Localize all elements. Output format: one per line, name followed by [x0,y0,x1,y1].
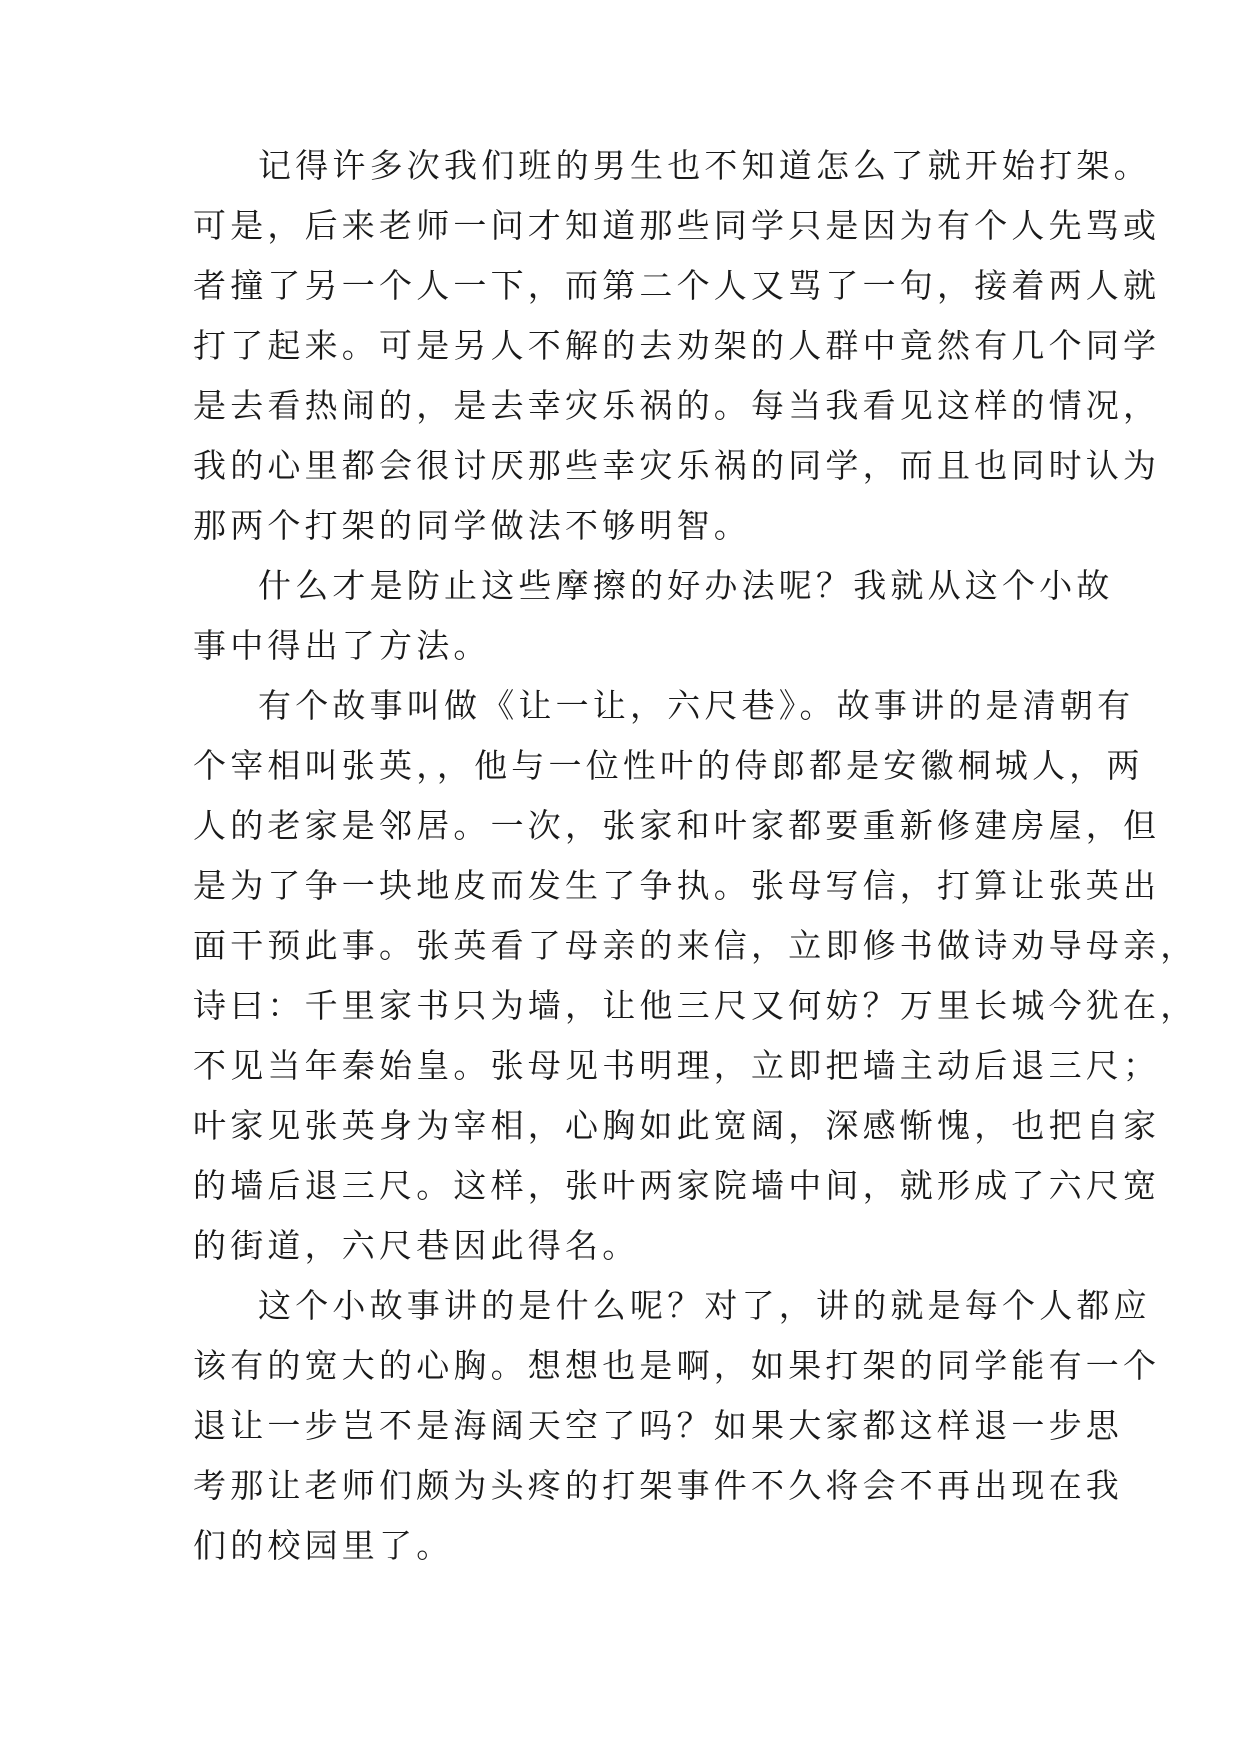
paragraph-1-line-1: 记得许多次我们班的男生也不知道怎么了就开始打架。 [258,146,1151,185]
paragraph-3-line-8: 叶家见张英身为宰相，心胸如此宽阔，深感惭愧，也把自家 [193,1106,1161,1145]
paragraph-3-line-9: 的墙后退三尺。这样，张叶两家院墙中间，就形成了六尺宽 [193,1166,1161,1205]
paragraph-3-line-3: 人的老家是邻居。一次，张家和叶家都要重新修建房屋，但 [193,806,1161,845]
paragraph-1-line-5: 是去看热闹的，是去幸灾乐祸的。每当我看见这样的情况， [193,386,1161,425]
paragraph-3-line-6: 诗曰：千里家书只为墙，让他三尺又何妨？万里长城今犹在， [193,986,1198,1025]
paragraph-3-line-2: 个宰相叫张英，，他与一位性叶的侍郎都是安徽桐城人，两 [193,746,1144,785]
paragraph-4-line-4: 考那让老师们颇为头疼的打架事件不久将会不再出现在我 [193,1466,1123,1505]
paragraph-3-line-7: 不见当年秦始皇。张母见书明理，立即把墙主动后退三尺； [193,1046,1161,1085]
paragraph-3-line-5: 面干预此事。张英看了母亲的来信，立即修书做诗劝导母亲， [193,926,1198,965]
paragraph-3-line-1: 有个故事叫做《让一让，六尺巷》。故事讲的是清朝有 [258,686,1135,725]
paragraph-4-line-3: 退让一步岂不是海阔天空了吗？如果大家都这样退一步思 [193,1406,1123,1445]
paragraph-1-line-6: 我的心里都会很讨厌那些幸灾乐祸的同学，而且也同时认为 [193,446,1161,485]
paragraph-4-line-2: 该有的宽大的心胸。想想也是啊，如果打架的同学能有一个 [193,1346,1161,1385]
paragraph-1-line-3: 者撞了另一个人一下，而第二个人又骂了一句，接着两人就 [193,266,1161,305]
paragraph-4-line-5: 们的校园里了。 [193,1526,454,1565]
paragraph-3-line-10: 的街道，六尺巷因此得名。 [193,1226,640,1265]
paragraph-2-line-2: 事中得出了方法。 [193,626,491,665]
paragraph-1-line-2: 可是，后来老师一问才知道那些同学只是因为有个人先骂或 [193,206,1161,245]
paragraph-4-line-1: 这个小故事讲的是什么呢？对了，讲的就是每个人都应 [258,1286,1151,1325]
paragraph-2-line-1: 什么才是防止这些摩擦的好办法呢？我就从这个小故 [258,566,1114,605]
paragraph-1-line-7: 那两个打架的同学做法不够明智。 [193,506,751,545]
paragraph-3-line-4: 是为了争一块地皮而发生了争执。张母写信，打算让张英出 [193,866,1161,905]
paragraph-1-line-4: 打了起来。可是另人不解的去劝架的人群中竟然有几个同学 [193,326,1161,365]
